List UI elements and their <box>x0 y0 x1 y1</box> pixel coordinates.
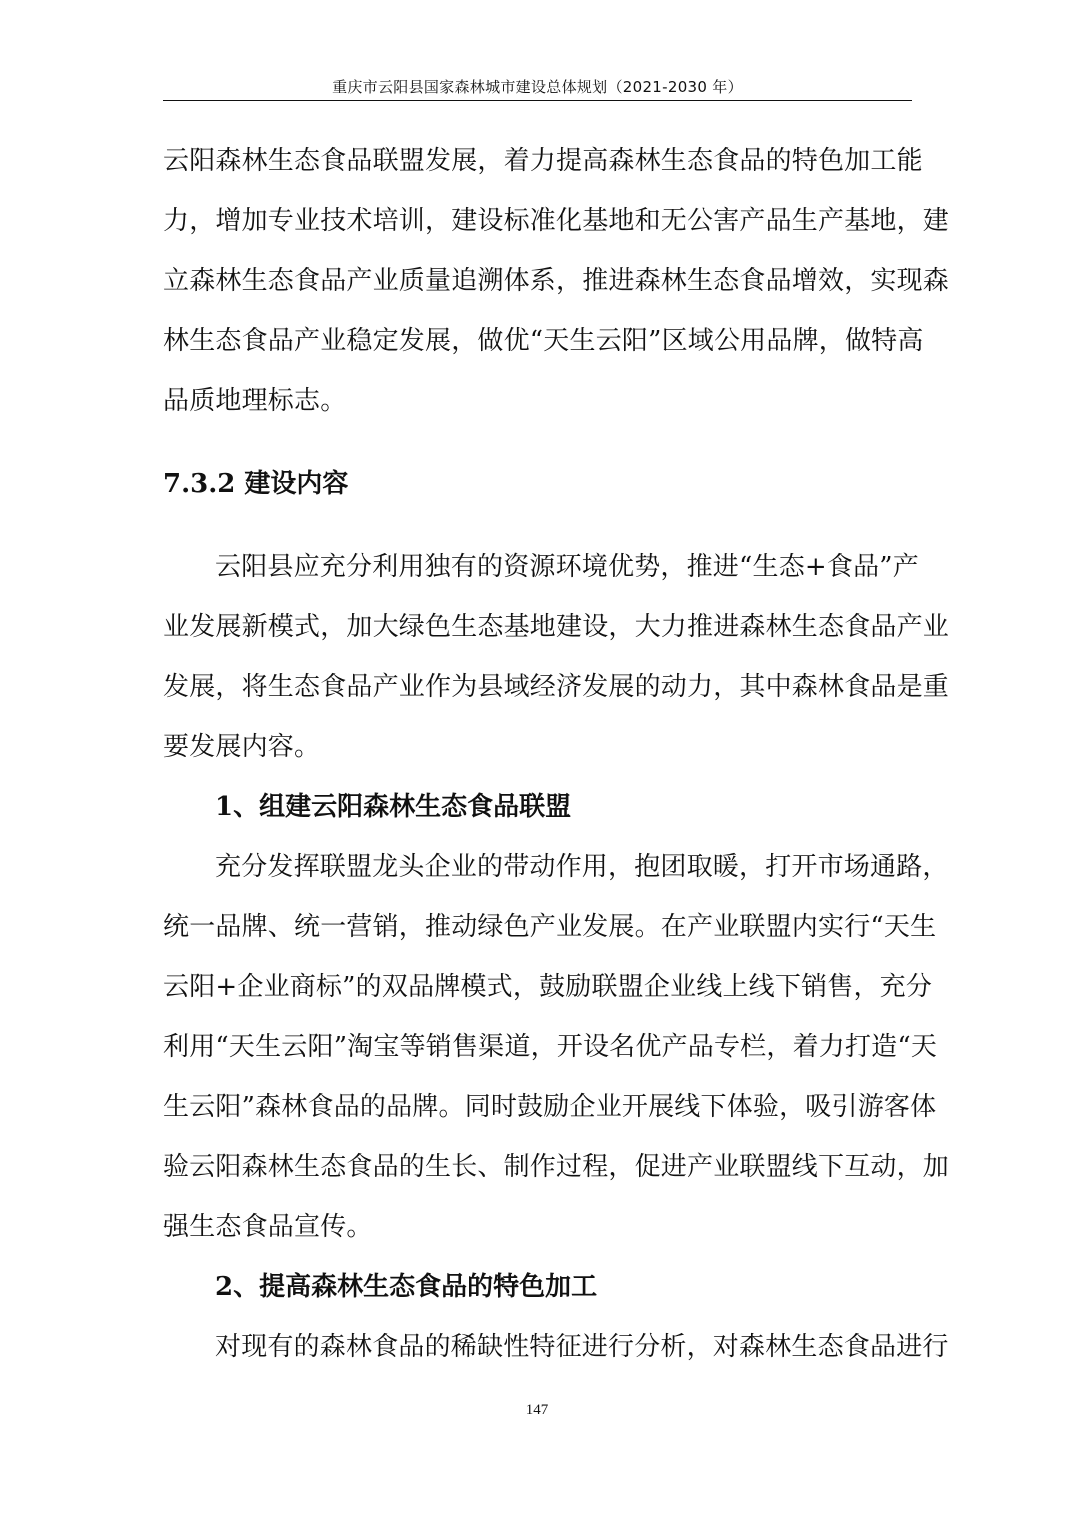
paragraph-line: 云阳县应充分利用独有的资源环境优势，推进“生态+食品”产 <box>215 552 919 582</box>
paragraph-line: 充分发挥联盟龙头企业的带动作用，抱团取暖，打开市场通路， <box>215 852 949 882</box>
paragraph-line: 验云阳森林生态食品的生长、制作过程，促进产业联盟线下互动，加 <box>163 1152 950 1182</box>
paragraph-line: 立森林生态食品产业质量追溯体系，推进森林生态食品增效，实现森 <box>163 266 950 296</box>
paragraph-line: 统一品牌、统一营销，推动绿色产业发展。在产业联盟内实行“天生 <box>163 912 937 942</box>
paragraph-line: 对现有的森林食品的稀缺性特征进行分析，对森林生态食品进行 <box>215 1332 949 1362</box>
paragraph-line: 发展，将生态食品产业作为县域经济发展的动力，其中森林食品是重 <box>163 672 950 702</box>
paragraph-line: 林生态食品产业稳定发展，做优“天生云阳”区域公用品牌，做特高 <box>163 326 924 356</box>
paragraph-line: 利用“天生云阳”淘宝等销售渠道，开设名优产品专栏，着力打造“天 <box>163 1032 938 1062</box>
section-heading: 7.3.2 建设内容 <box>163 469 349 499</box>
paragraph-line: 强生态食品宣传。 <box>163 1212 373 1242</box>
paragraph-line: 生云阳”森林食品的品牌。同时鼓励企业开展线下体验，吸引游客体 <box>163 1092 937 1122</box>
paragraph-line: 云阳+企业商标”的双品牌模式，鼓励联盟企业线上线下销售，充分 <box>163 972 933 1002</box>
page-header: 重庆市云阳县国家森林城市建设总体规划（2021-2030 年） <box>163 76 912 101</box>
subsection-heading: 2、提高森林生态食品的特色加工 <box>215 1272 598 1302</box>
page-number: 147 <box>525 1402 549 1418</box>
paragraph-line: 要发展内容。 <box>163 732 321 762</box>
subsection-heading: 1、组建云阳森林生态食品联盟 <box>215 792 572 822</box>
paragraph-line: 品质地理标志。 <box>163 386 347 416</box>
paragraph-line: 业发展新模式，加大绿色生态基地建设，大力推进森林生态食品产业 <box>163 612 950 642</box>
paragraph-line: 云阳森林生态食品联盟发展，着力提高森林生态食品的特色加工能 <box>163 146 923 176</box>
paragraph-line: 力，增加专业技术培训，建设标准化基地和无公害产品生产基地，建 <box>163 206 950 236</box>
